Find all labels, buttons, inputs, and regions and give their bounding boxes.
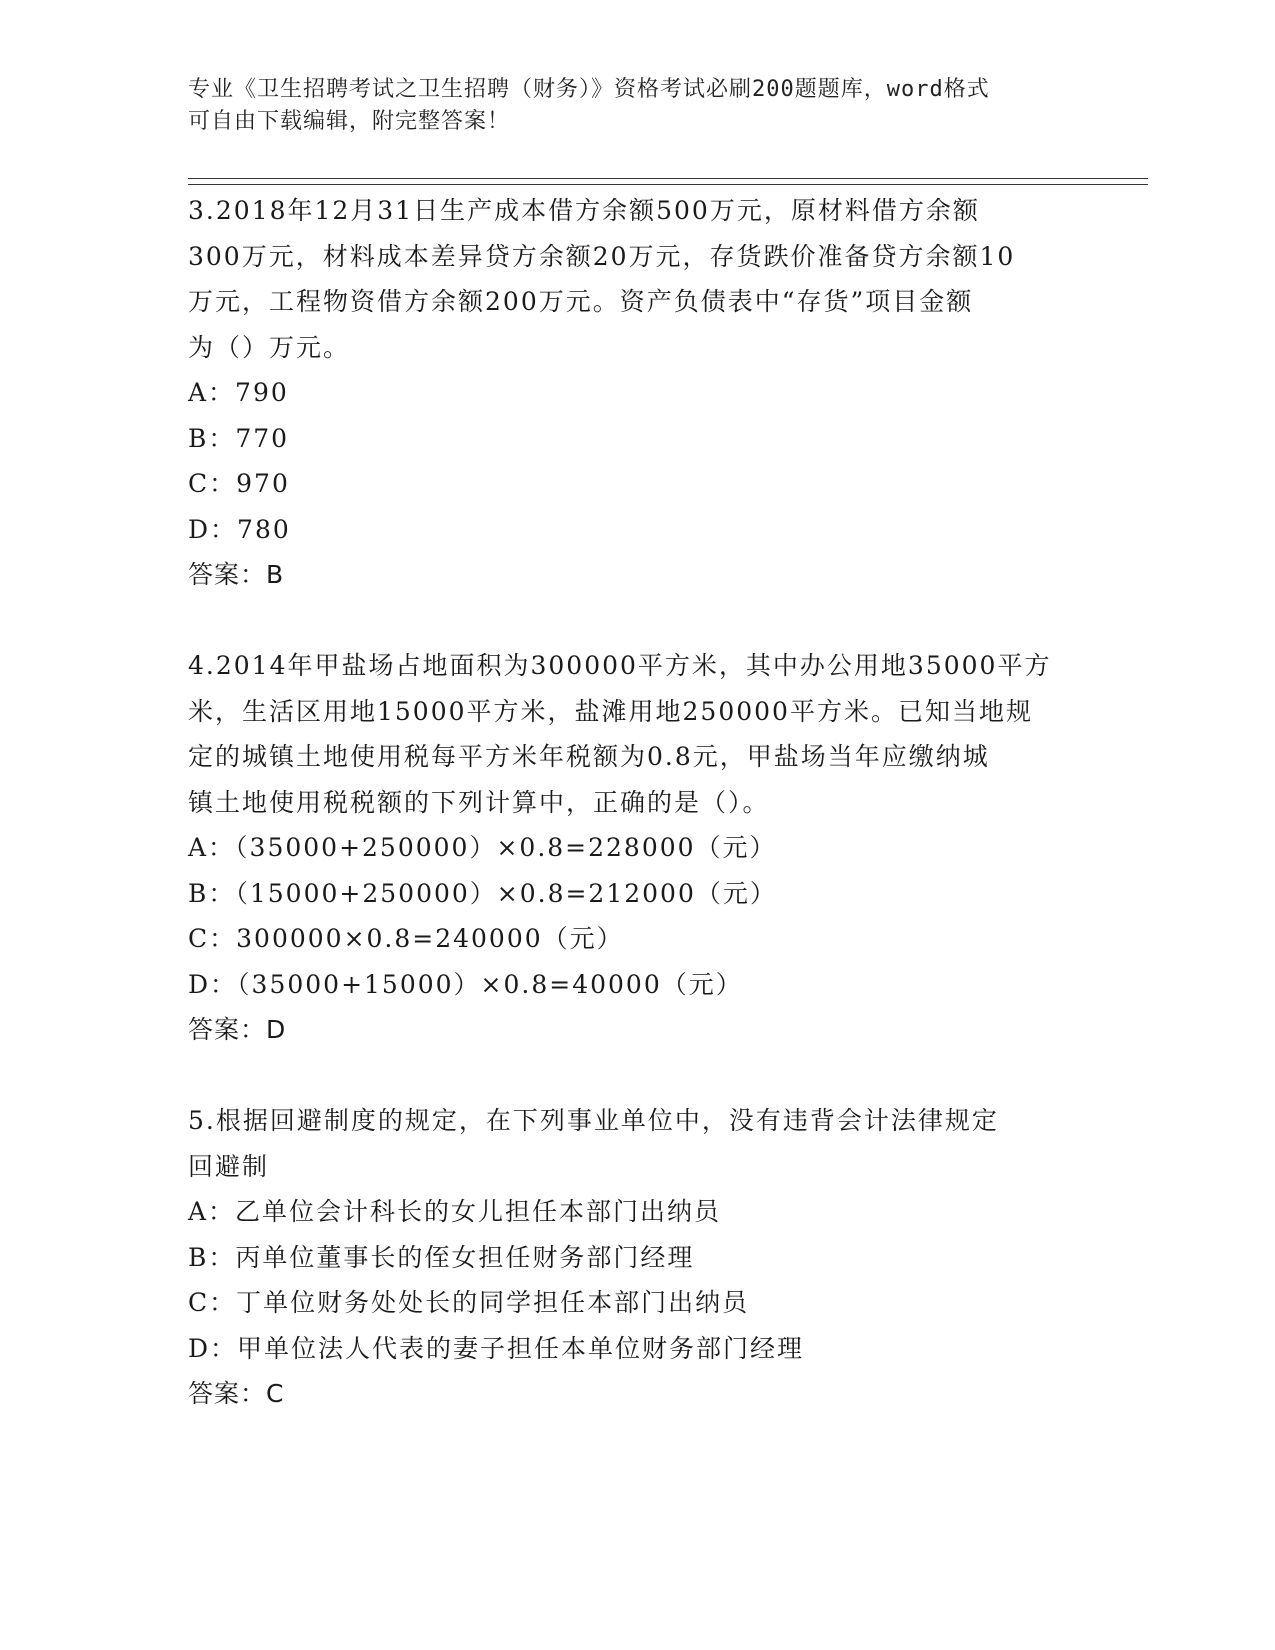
question-4-line-4: 镇土地使用税税额的下列计算中，正确的是（）。 — [188, 787, 770, 817]
question-5-line-2: 回避制 — [188, 1151, 270, 1181]
question-5-option-b: B：丙单位董事长的侄女担任财务部门经理 — [188, 1242, 695, 1272]
question-5 — [188, 1098, 1088, 1417]
header-line-2: 可自由下载编辑，附完整答案！ — [188, 109, 511, 134]
question-3-option-b: B：770 — [188, 423, 290, 453]
document-header — [188, 74, 1088, 138]
question-3-option-a: A：790 — [188, 378, 289, 407]
question-4-option-c: C：300000×0.8=240000（元） — [188, 924, 624, 953]
question-4 — [188, 643, 1088, 1053]
question-4-line-1: 4.2014年甲盐场占地面积为300000平方米，其中办公用地35000平方 — [188, 651, 1052, 680]
header-rule-top — [188, 178, 1148, 179]
question-3-line-4: 为（）万元。 — [188, 332, 351, 362]
question-3-line-3: 万元，工程物资借方余额200万元。资产负债表中“存货”项目金额 — [188, 287, 974, 316]
question-4-line-3: 定的城镇土地使用税每平方米年税额为0.8元，甲盐场当年应缴纳城 — [188, 742, 990, 771]
question-5-line-1: 5.根据回避制度的规定，在下列事业单位中，没有违背会计法律规定 — [188, 1106, 999, 1135]
question-3-option-d: D：780 — [188, 514, 291, 544]
question-4-option-d: D：（35000+15000）×0.8=40000（元） — [188, 969, 743, 999]
question-5-option-c: C：丁单位财务处处长的同学担任本部门出纳员 — [188, 1288, 750, 1317]
question-3-option-c: C：970 — [188, 469, 290, 498]
question-4-option-a: A：（35000+250000）×0.8=228000（元） — [188, 833, 777, 862]
question-4-option-b: B：（15000+250000）×0.8=212000（元） — [188, 878, 777, 908]
question-5-option-a: A：乙单位会计科长的女儿担任本部门出纳员 — [188, 1197, 722, 1226]
question-3-line-2: 300万元，材料成本差异贷方余额20万元，存货跌价准备贷方余额10 — [188, 241, 1016, 271]
header-rule-bottom — [188, 184, 1148, 185]
question-5-answer: 答案：C — [188, 1379, 285, 1408]
question-3 — [188, 188, 1088, 598]
header-line-1: 专业《卫生招聘考试之卫生招聘（财务）》资格考试必刷200题题库，word格式 — [188, 77, 990, 102]
question-4-line-2: 米，生活区用地15000平方米，盐滩用地250000平方米。已知当地规 — [188, 696, 1033, 726]
question-5-option-d: D：甲单位法人代表的妻子担任本单位财务部门经理 — [188, 1333, 805, 1363]
question-3-answer: 答案：B — [188, 560, 285, 589]
question-4-answer: 答案：D — [188, 1015, 287, 1044]
question-3-line-1: 3.2018年12月31日生产成本借方余额500万元，原材料借方余额 — [188, 196, 980, 225]
